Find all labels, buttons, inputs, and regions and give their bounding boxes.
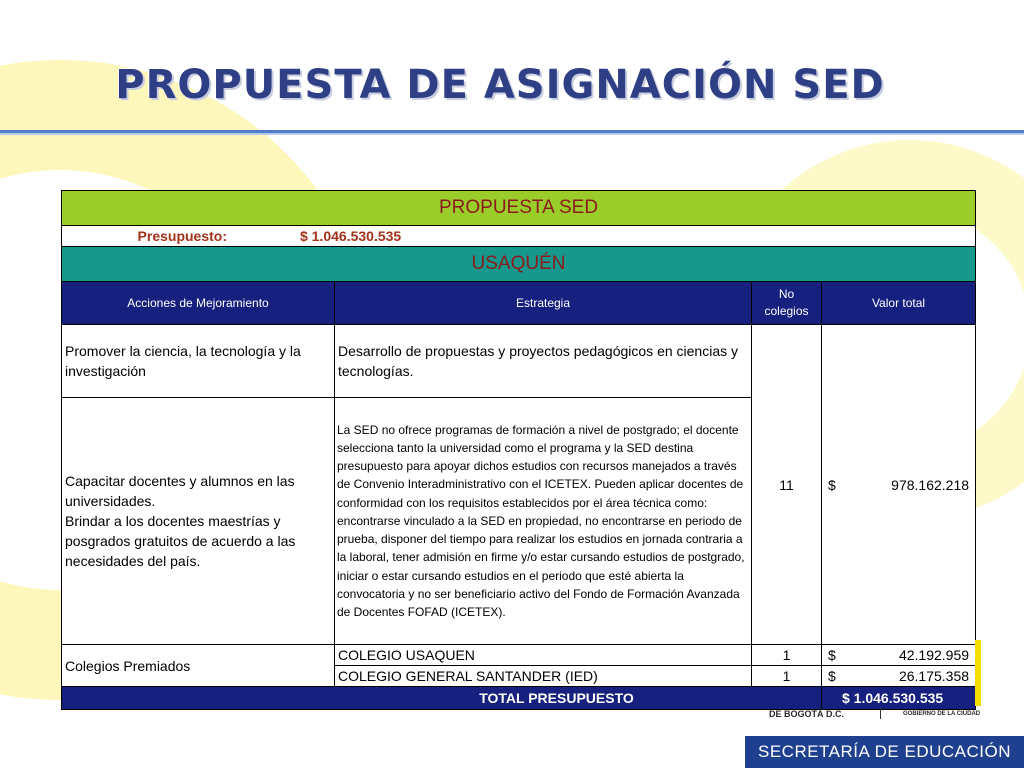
table-header: PROPUESTA SED [62,191,976,226]
budget-value: $ 1.046.530.535 [300,228,402,244]
budget-label: Presupuesto: [137,228,227,244]
colegio-name-cell: COLEGIO GENERAL SANTANDER (IED) [335,666,752,687]
table-row [62,325,976,398]
column-header-acciones: Acciones de Mejoramiento [62,282,335,325]
footer-city: DE BOGOTÁ D.C. [769,709,845,719]
table-row [62,645,976,666]
total-value: $ 1.046.530.535 [822,687,976,710]
colegio-valor-cell: $ 26.175.358 [822,666,976,687]
footer-secretaria: SECRETARÍA DE EDUCACIÓN [745,736,1024,768]
colegio-valor-cell: $ 42.192.959 [822,645,976,666]
valor-cell: $ 978.162.218 [822,325,976,645]
region-row [62,247,976,282]
page-title: PROPUESTA DE ASIGNACIÓN SED [115,62,885,108]
column-header-estrategia: Estrategia [335,282,752,325]
column-header-no-colegios: No colegios [752,282,822,325]
accent-bar [975,640,981,706]
title-divider [0,130,1024,135]
column-header-valor-total: Valor total [822,282,976,325]
no-colegios-cell: 11 [752,325,822,645]
accion-cell: Promover la ciencia, la tecnología y la investigación [62,325,335,398]
total-label: TOTAL PRESUPUESTO [62,687,822,710]
footer-gobierno: GOBIERNO DE LA CIUDAD [903,711,981,717]
column-header-row [62,282,976,325]
accion-cell: Capacitar docentes y alumnos en las universidades. Brindar a los docentes maestrías y posgrados gratuitos de acuerdo a las necesidades del país. [62,398,335,645]
budget-row [62,226,976,247]
colegio-no-cell: 1 [752,645,822,666]
estrategia-cell: La SED no ofrece programas de formación a nivel de postgrado; el docente selecciona tanto la universidad como el programa y la SED destina presupuesto para apoyar dichos estudios con recursos manejados a través de Convenio Interadministrativo con el ICETEX. Pueden aplicar docentes de conformidad con los requisitos establecidos por el área técnica como: encontrarse vinculado a la SED en propiedad, no encontrarse en periodo de prueba, disponer del tiempo para realizar los estudios en jornada contraria a la laboral, tener admisión en firme y/o estar cursando estudios de postgrado, iniciar o estar cursando estudios en el periodo que esté abierta la convocatoria y no ser beneficiario activo del Fondo de Formación Avanzada de Docentes FOFAD (ICETEX). [335,398,752,645]
total-row [62,687,976,710]
budget-table [61,190,976,710]
footer-separator [880,708,881,719]
accion-cell: Colegios Premiados [62,645,335,687]
region-title: USAQUÉN [62,247,976,282]
table-header-row [62,191,976,226]
colegio-name-cell: COLEGIO USAQUEN [335,645,752,666]
colegio-no-cell: 1 [752,666,822,687]
estrategia-cell: Desarrollo de propuestas y proyectos pedagógicos en ciencias y tecnologías. [335,325,752,398]
